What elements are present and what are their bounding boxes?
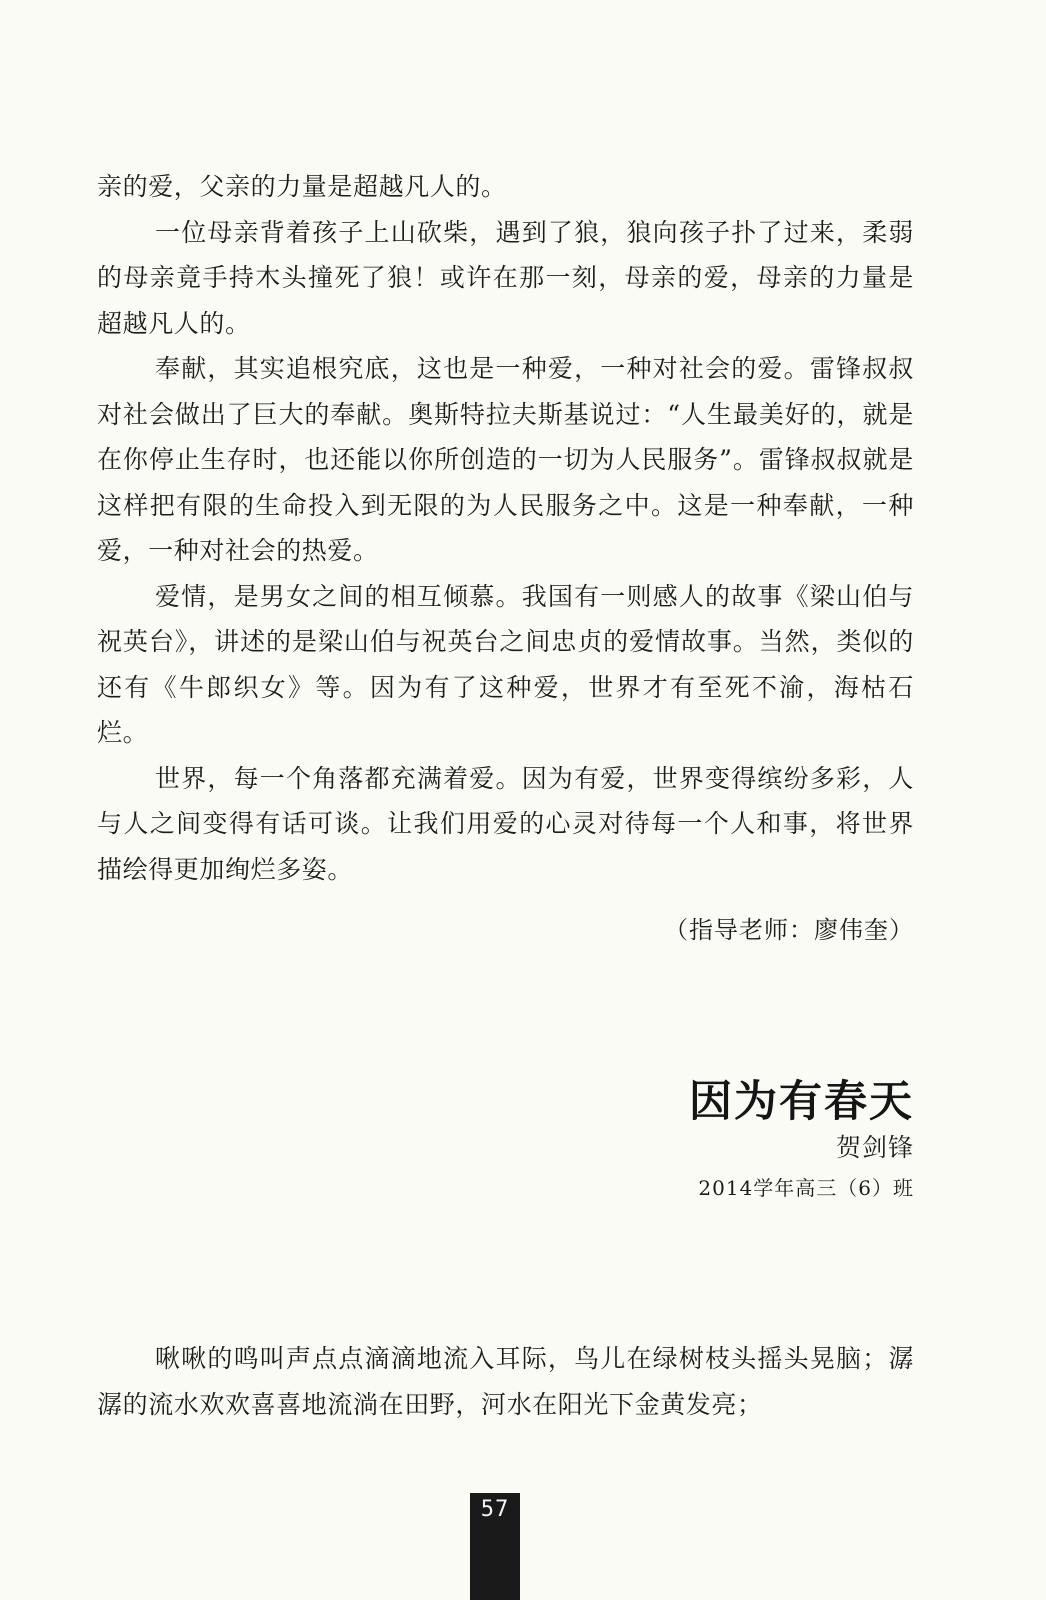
article-title: 因为有春天	[689, 1077, 914, 1127]
article-body	[97, 1336, 914, 1427]
essay-paragraph: 奉献，其实追根究底，这也是一种爱，一种对社会的爱。雷锋叔叔对社会做出了巨大的奉献。奥斯特拉夫斯基说过：“人生最美好的，就是在你停止生存时，也还能以你所创造的一切为人民服务”。雷锋叔叔就是这样把有限的生命投入到无限的为人民服务之中。这是一种奉献，一种爱，一种对社会的热爱。	[97, 354, 914, 565]
author-class: 2014学年高三（6）班	[698, 1176, 914, 1200]
article-paragraph: 啾啾的鸣叫声点点滴滴地流入耳际，鸟儿在绿树枝头摇头晃脑；潺潺的流水欢欢喜喜地流淌在田野，河水在阳光下金黄发亮；	[97, 1344, 914, 1419]
previous-essay-body	[97, 164, 914, 892]
instructor-note: （指导老师：廖伟奎）	[664, 916, 914, 944]
page-number: 57	[480, 1497, 510, 1522]
essay-paragraph: 世界，每一个角落都充满着爱。因为有爱，世界变得缤纷多彩，人与人之间变得有话可谈。让我们用爱的心灵对待每一个人和事，将世界描绘得更加绚烂多姿。	[97, 763, 914, 884]
essay-paragraph: 爱情，是男女之间的相互倾慕。我国有一则感人的故事《梁山伯与祝英台》，讲述的是梁山伯与祝英台之间忠贞的爱情故事。当然，类似的还有《牛郎织女》等。因为有了这种爱，世界才有至死不渝，海枯石烂。	[97, 581, 914, 747]
author-name: 贺剑锋	[835, 1133, 914, 1162]
essay-paragraph: 亲的爱，父亲的力量是超越凡人的。	[97, 172, 507, 201]
essay-paragraph: 一位母亲背着孩子上山砍柴，遇到了狼，狼向孩子扑了过来，柔弱的母亲竟手持木头撞死了狼！或许在那一刻，母亲的爱，母亲的力量是超越凡人的。	[97, 217, 914, 338]
